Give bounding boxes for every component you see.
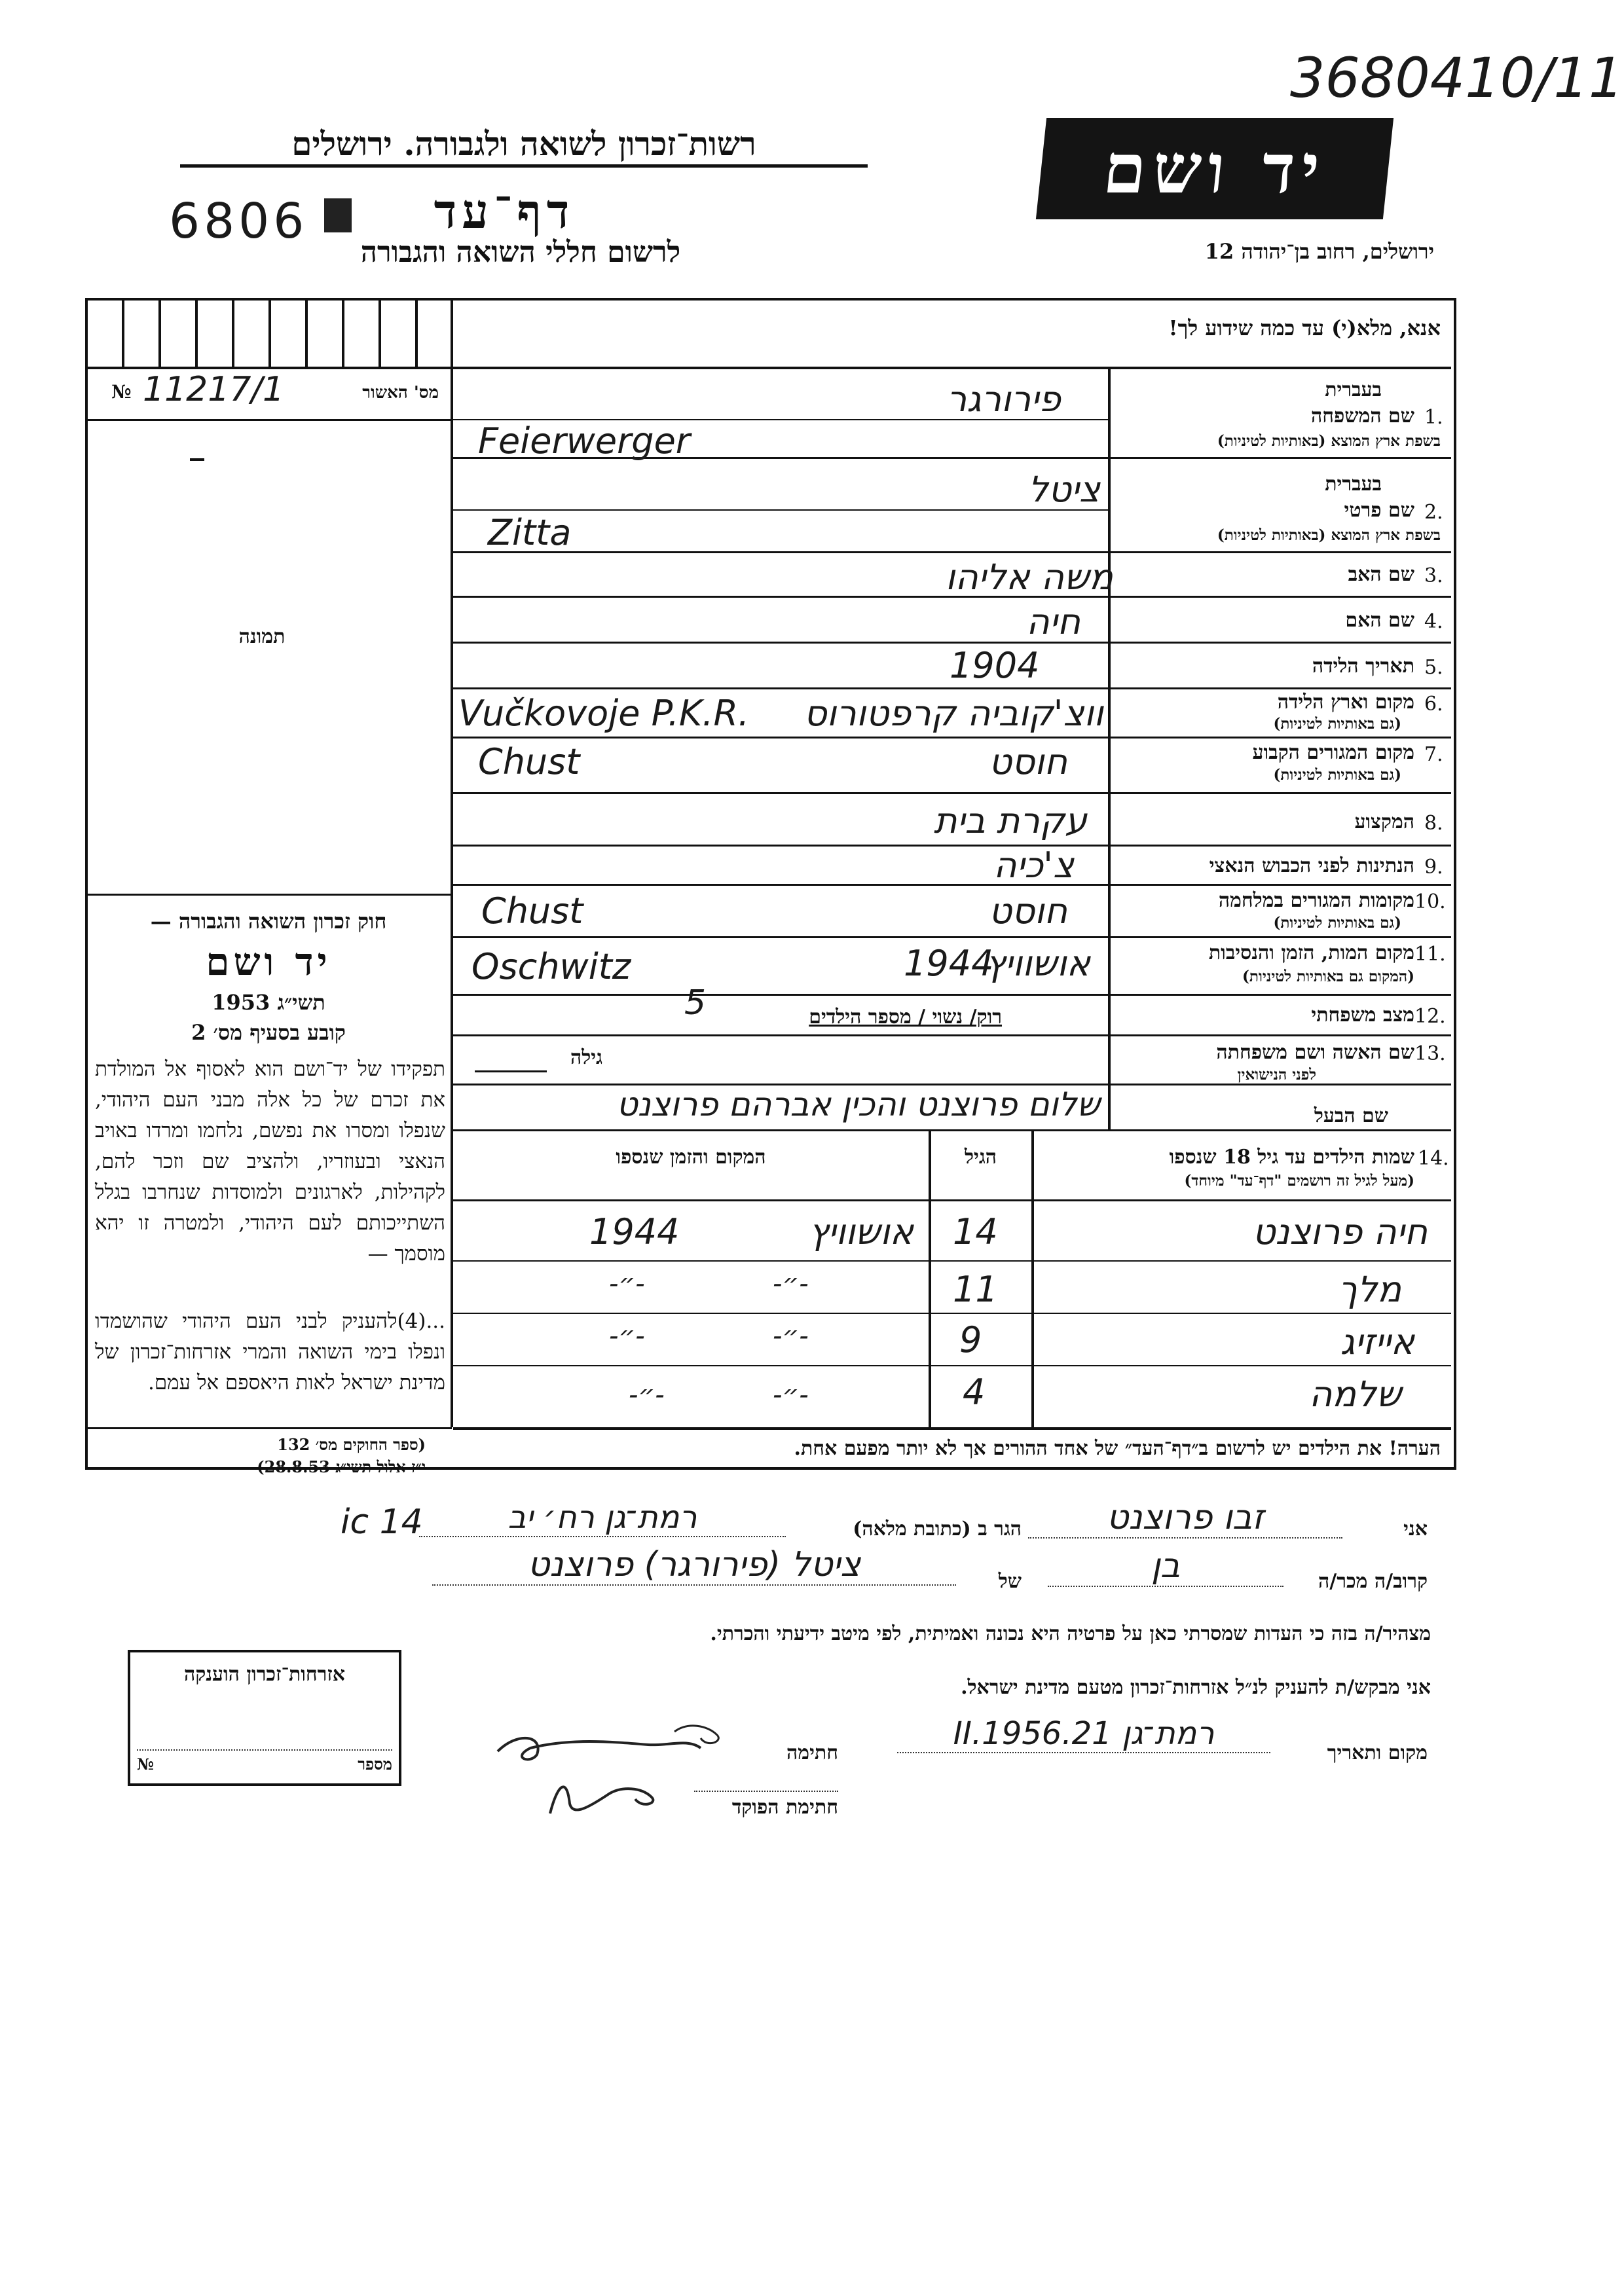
divider-law-top <box>88 894 451 896</box>
field11-hebrew-value: אושוויץ <box>986 943 1090 984</box>
row-sep-11 <box>453 994 1451 996</box>
stamp-box-title: אזרחות־זכרון הוענקה <box>183 1663 346 1686</box>
field8-value: עקרת בית <box>933 800 1087 841</box>
field5-label: תאריך הלידה <box>1312 655 1414 678</box>
declarant-address-label: הגר ב (כתובת מלאה) <box>853 1518 1022 1540</box>
divider-top-row <box>88 367 1451 369</box>
field7-label: מקום המגורים הקבוע <box>1252 741 1414 764</box>
field10-sub: (גם באותיות לטיניות) <box>1273 914 1401 932</box>
field11-latin-value: Oschwitz <box>471 946 631 987</box>
address: ירושלים, רחוב בן־יהודה 12 <box>1204 239 1434 264</box>
declarant-relation-label: קרוב/ה מכר/ה <box>1318 1570 1428 1593</box>
logo-text: יד ושם <box>1099 128 1330 209</box>
field13-num: 13. <box>1414 1042 1446 1065</box>
officer-signature-stroke <box>550 1787 653 1813</box>
children-place-header: המקום והזמן שנספו <box>616 1146 766 1169</box>
children-col-age-left <box>929 1131 931 1427</box>
children-num: 14. <box>1418 1147 1449 1170</box>
row-sep-2a <box>453 509 1108 511</box>
field2-hebrew-value: ציטל <box>1028 469 1100 510</box>
yad-vashem-logo <box>1036 118 1393 219</box>
law-text-2: ...(4)להעניק לבני העם היהודי שהושמדו ונפלו בימי השואה והמרי אזרחות־זכרון של מדינת ישראל לאות היאספם אל עמם. <box>95 1309 445 1394</box>
law-year-hebrew: תשי״ג <box>277 990 325 1015</box>
divider-certificate-bottom <box>88 419 451 421</box>
row-sep-6 <box>453 737 1451 738</box>
field7-hebrew-value: חוסט <box>988 741 1067 782</box>
children-note <box>458 1437 1441 1460</box>
child-name-2: מלך <box>1338 1269 1401 1310</box>
child-name-1: חיה פרוצנט <box>1252 1211 1428 1252</box>
field2-tag: בעברית <box>1325 473 1382 496</box>
field1-label: שם המשפחה <box>1310 405 1414 428</box>
child-age-1: 14 <box>953 1211 998 1252</box>
law-clause: קובע בסעיף מס׳ 2 <box>191 1020 346 1045</box>
field12-num: 12. <box>1414 1005 1446 1028</box>
child-age-2: 11 <box>953 1269 998 1310</box>
children-age-header: הגיל <box>964 1146 997 1169</box>
field1-sub: בשפת ארץ המוצא (באותיות לטיניות) <box>1217 432 1441 450</box>
stamp-box-number-label: מספר <box>358 1755 392 1774</box>
children-note-label: הערה! <box>1388 1437 1441 1460</box>
husband-label: שם הבעל <box>1314 1104 1388 1127</box>
field9-label: הנתינות לפני הכבוש הנאצי <box>1209 854 1414 877</box>
declarant-of-value: ציטל (פירורגר) פרוצנט <box>432 1545 956 1586</box>
field13-age-label: גילה <box>570 1046 602 1069</box>
certificate-number: 11217/1 <box>143 370 285 409</box>
field5-num: 5. <box>1424 656 1443 679</box>
child-name-3: אייזיג <box>1340 1321 1414 1362</box>
field10-label: מקומות המגורים במלחמה <box>1218 889 1414 912</box>
field10-num: 10. <box>1414 890 1446 913</box>
field2-latin-value: Zitta <box>488 512 572 553</box>
stamp-box-number-row <box>137 1749 392 1774</box>
row-sep-8 <box>453 845 1451 847</box>
child-place-4: -״- <box>773 1380 809 1410</box>
law-year-number: 1953 <box>212 990 270 1015</box>
field8-num: 8. <box>1424 812 1443 835</box>
field3-label: שם האב <box>1348 563 1414 586</box>
field12-options: רוק/ נשוי / מספר הילדים <box>809 1006 1002 1029</box>
law-title: חוק זכרון השואה והגבורה — <box>150 909 387 934</box>
field2-sub: בשפת ארץ המוצא (באותיות לטיניות) <box>1217 526 1441 544</box>
divider-before-note <box>453 1427 1451 1430</box>
certificate-tick-row <box>88 300 451 367</box>
field3-num: 3. <box>1424 564 1443 587</box>
handwritten-reference: 3680410/11 <box>1290 46 1624 110</box>
law-source: (ספר החוקים מס׳ 132 <box>277 1435 426 1454</box>
declarant-request: אני מבקש/ת להעניק לנ״ל אזרחות־זכרון מטעם מדינת ישראל. <box>961 1676 1431 1699</box>
field1-tag: בעברית <box>1325 378 1382 401</box>
children-col-age-right <box>1031 1131 1034 1427</box>
field10-latin-value: Chust <box>481 890 583 932</box>
field7-latin-value: Chust <box>478 741 580 782</box>
declarant-of-label: של <box>998 1570 1022 1593</box>
field9-num: 9. <box>1424 856 1443 879</box>
field4-label: שם האם <box>1345 609 1414 632</box>
field13-sub: לפני הנישואין <box>1237 1066 1316 1084</box>
children-row-line-1 <box>453 1260 1451 1262</box>
field6-label: מקום וארץ הלידה <box>1277 691 1414 714</box>
children-row-line-3 <box>453 1365 1451 1366</box>
officer-signature <box>537 1768 681 1820</box>
field12-label: מצב משפחתי <box>1311 1004 1414 1027</box>
child-age-3: 9 <box>959 1319 982 1360</box>
field13-label: שם האשה ושם משפחתה <box>1216 1041 1414 1064</box>
field6-num: 6. <box>1424 693 1443 716</box>
children-header-line <box>453 1199 1451 1201</box>
declarant-signature <box>491 1719 740 1771</box>
law-source-date: י״ז אלול תשי״ג 28.8.53) <box>257 1457 426 1476</box>
field6-latin-value: Vučkovoje P.K.R. <box>458 693 750 734</box>
field2-label: שם פרטי <box>1344 499 1414 522</box>
declarant-side-note: ic 14 <box>341 1503 423 1542</box>
law-year <box>95 990 442 1015</box>
row-sep-5 <box>453 687 1451 689</box>
declarant-address: רמת־גן רח׳ יב <box>419 1499 786 1537</box>
row-sep-2 <box>453 551 1451 553</box>
child-place-3: -״- <box>773 1321 809 1351</box>
children-title-sub: (מעל לגיל זה רושמים "דף־עד" מיוחד) <box>1184 1172 1414 1190</box>
row-sep-9 <box>453 884 1451 886</box>
memorial-citizenship-box <box>128 1650 401 1786</box>
row-sep-13b <box>453 1129 1451 1131</box>
children-note-text: את הילדים יש לרשום ב״דף־העד״ של אחד ההורים אך לא יותר מפעם אחת. <box>794 1437 1382 1460</box>
photo-label: תמונה <box>238 625 286 648</box>
children-row-line-2 <box>453 1313 1451 1314</box>
form-number-stamp: 6806 <box>169 193 308 249</box>
field11-sub: (המקום גם באותיות לטיניות) <box>1242 968 1414 985</box>
declarant-ani: אני <box>1403 1518 1428 1540</box>
place-date: רמת־גן 21.II.1956 <box>897 1715 1270 1753</box>
law-text: תפקידו של יד־ושם הוא לאסוף אל המולדת את זכרם של כל אלה מבני העם היהודי, שנפלו ומסרו את נפשם, נלחמו ומרדו באויב הנאצי ובעוזריו, ולהציב שם וזכר להם, לקהילות, לארגונים ולמוסדות שנחרבו בגלל השתייכותם לעם היהודי, ולמטרה זו יהא מוסמך — <box>95 1057 445 1266</box>
form-subtitle: לרשום חללי השואה והגבורה <box>360 236 681 269</box>
field12-children-count: 5 <box>684 983 707 1023</box>
form-title: דף־עד <box>434 183 575 239</box>
org-line: רשות־זכרון לשואה ולגבורה. ירושלים <box>180 124 868 168</box>
child-year-2: -״- <box>609 1269 645 1299</box>
officer-label: חתימת הפוקד <box>694 1791 838 1819</box>
field11-label: מקום המות, הזמן והנסיבות <box>1208 941 1414 964</box>
husband-value: שלום פרוצנט והכין אברהם פרוצנט <box>616 1085 1100 1123</box>
field1-hebrew-value: פירורגר <box>946 378 1061 420</box>
declarant-relation: בן <box>1048 1546 1283 1587</box>
child-place-2: -״- <box>773 1269 809 1299</box>
field5-value: 1904 <box>950 645 1040 686</box>
field8-label: המקצוע <box>1354 811 1414 833</box>
title-mark <box>324 198 352 232</box>
field4-num: 4. <box>1424 610 1443 633</box>
instruction: אנא, מלא(י) עד כמה שידוע לך! <box>1168 316 1441 340</box>
field4-value: חיה <box>1026 601 1080 642</box>
row-sep-12 <box>453 1034 1451 1036</box>
child-name-4: שלמה <box>1309 1374 1401 1415</box>
field1-latin-value: Feierwerger <box>478 420 690 462</box>
signature-stroke-2 <box>674 1726 718 1743</box>
row-sep-4 <box>453 642 1451 644</box>
stamp-box-no-sign: № <box>137 1755 155 1774</box>
photo-dash <box>190 458 204 461</box>
divider-under-law <box>88 1427 452 1429</box>
child-year-1: 1944 <box>589 1211 680 1252</box>
field6-hebrew-value: ווצ'קוביה קרפטורוס <box>803 693 1103 734</box>
place-date-label: מקום ותאריך <box>1327 1741 1428 1764</box>
divider-left-column <box>451 300 453 1427</box>
declarant-name: זבו פרוצנט <box>1028 1498 1342 1539</box>
children-title: שמות הילדים עד גיל 18 שנספו <box>1169 1146 1414 1169</box>
field1-num: 1. <box>1424 406 1443 429</box>
field6-sub: (גם באותיות לטיניות) <box>1273 715 1401 733</box>
divider-label-column <box>1108 367 1111 1129</box>
row-sep-10 <box>453 936 1451 938</box>
field9-value: צ'כיה <box>993 845 1074 886</box>
child-place-1: אושוויץ <box>809 1211 913 1252</box>
certificate-no-sign: № <box>111 381 132 403</box>
child-age-4: 4 <box>963 1372 986 1413</box>
child-year-3: -״- <box>609 1321 645 1351</box>
row-sep-7 <box>453 792 1451 794</box>
declarant-statement: מצהיר/ה בזה כי העדות שמסרתי כאן על פרטיה היא נכונה ואמיתית, לפי מיטב ידיעתי והכרתי. <box>710 1622 1431 1645</box>
certificate-label: מס' האשור <box>362 383 439 403</box>
signature-stroke-1 <box>498 1738 701 1760</box>
signature-label: חתימה <box>786 1741 838 1764</box>
field7-num: 7. <box>1424 743 1443 766</box>
field11-num: 11. <box>1414 943 1446 966</box>
field13-age-line <box>475 1070 547 1072</box>
child-year-4: -״- <box>629 1380 665 1410</box>
field11-year-value: 1944 <box>904 943 994 984</box>
field7-sub: (גם באותיות לטיניות) <box>1273 766 1401 784</box>
field3-value: משה אליהו <box>945 556 1113 598</box>
field2-num: 2. <box>1424 501 1443 524</box>
field10-hebrew-value: חוסט <box>988 890 1067 932</box>
law-name: יד ושם <box>206 939 331 984</box>
